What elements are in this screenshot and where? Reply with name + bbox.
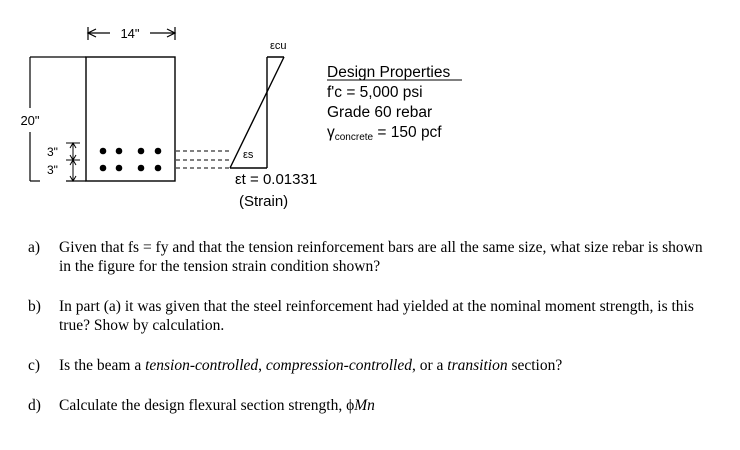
width-label: 14" bbox=[120, 26, 140, 41]
rebar-top-layer bbox=[100, 148, 162, 155]
question-text: Given that fs = fy and that the tension reinforcement bars are all the same size, what size rebar is shown in the figure for the tension strain condition shown? bbox=[59, 239, 703, 275]
projection-lines bbox=[176, 151, 230, 168]
ecu-label: εcu bbox=[270, 40, 287, 52]
design-properties bbox=[327, 64, 462, 143]
properties-title: Design Properties bbox=[327, 64, 451, 81]
question-text: Calculate the design flexural section strength, ϕMn bbox=[59, 397, 375, 414]
question-label: a) bbox=[28, 239, 41, 256]
cover-dimension bbox=[66, 143, 80, 181]
rebar bbox=[155, 165, 162, 172]
grade-line: Grade 60 rebar bbox=[327, 104, 433, 121]
rebar bbox=[116, 165, 123, 172]
es-label: εs bbox=[243, 149, 254, 161]
question-label: d) bbox=[28, 397, 41, 414]
questions-list bbox=[28, 238, 718, 436]
strain-diagram bbox=[230, 57, 284, 168]
rebar bbox=[155, 148, 162, 155]
gamma-symbol: γ bbox=[327, 124, 335, 141]
rebar bbox=[100, 165, 107, 172]
question-label: b) bbox=[28, 298, 41, 315]
rebar bbox=[138, 148, 145, 155]
gamma-subscript: concrete bbox=[334, 132, 374, 143]
rebar-bottom-layer bbox=[100, 165, 162, 172]
strain-caption: (Strain) bbox=[239, 193, 289, 210]
question-d bbox=[28, 396, 718, 415]
rebar bbox=[100, 148, 107, 155]
cover-bottom-label: 3" bbox=[47, 163, 58, 177]
unit-weight-line bbox=[327, 124, 442, 143]
gamma-value: = 150 pcf bbox=[373, 124, 442, 141]
question-text: In part (a) it was given that the steel reinforcement had yielded at the nominal moment strength, is this true? Show by calculation. bbox=[59, 298, 694, 334]
question-text: Is the beam a tension-controlled, compression-controlled, or a transition section? bbox=[59, 357, 563, 374]
rebar bbox=[138, 165, 145, 172]
question-label: c) bbox=[28, 357, 41, 374]
beam-section bbox=[86, 57, 175, 181]
et-label: εt = 0.01331 bbox=[235, 171, 318, 188]
question-b bbox=[28, 297, 718, 335]
fc-line: f'c = 5,000 psi bbox=[327, 84, 423, 101]
cover-top-label: 3" bbox=[47, 145, 58, 159]
question-a bbox=[28, 238, 718, 276]
height-label: 20" bbox=[20, 113, 40, 128]
rebar bbox=[116, 148, 123, 155]
question-c bbox=[28, 356, 718, 375]
